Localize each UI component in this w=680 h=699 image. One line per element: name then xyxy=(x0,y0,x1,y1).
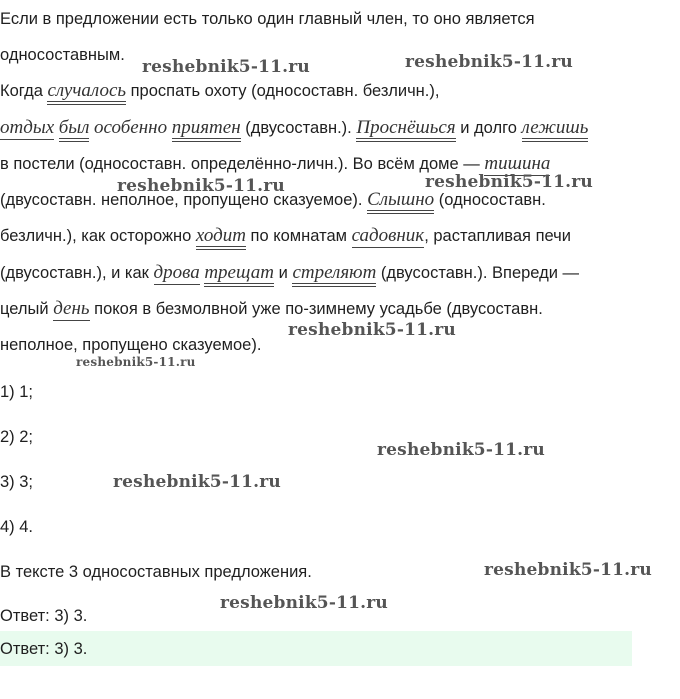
text: в постели (односоставн. определённо-личн.). Во всём доме — xyxy=(0,155,480,173)
predicate-word: был xyxy=(59,117,90,142)
watermark: reshebnik5-11.ru xyxy=(377,440,545,460)
text: , растапливая печи xyxy=(424,227,571,245)
predicate-word: приятен xyxy=(172,117,241,142)
watermark: reshebnik5-11.ru xyxy=(405,52,573,72)
text: Когда xyxy=(0,82,43,100)
conclusion-text: В тексте 3 односоставных предложения. xyxy=(0,563,312,581)
text-line-4 xyxy=(0,117,588,139)
option-3: 3) 3; xyxy=(0,473,34,491)
text-line-7 xyxy=(0,225,571,247)
text: безличн.), как осторожно xyxy=(0,227,192,245)
watermark: reshebnik5-11.ru xyxy=(142,57,310,77)
predicate-word: лежишь xyxy=(522,117,589,142)
predicate-word: случалось xyxy=(47,80,126,105)
watermark: reshebnik5-11.ru xyxy=(117,176,285,196)
answer-highlight-box xyxy=(0,631,632,666)
watermark: reshebnik5-11.ru xyxy=(288,320,456,340)
option-2: 2) 2; xyxy=(0,428,34,446)
watermark: reshebnik5-11.ru xyxy=(113,472,281,492)
text: (двусоставн. неполное, пропущено сказуемое). xyxy=(0,191,363,209)
option-1: 1) 1; xyxy=(0,383,34,401)
text: проспать охоту (односоставн. безличн.), xyxy=(130,82,440,100)
text: и долго xyxy=(460,119,517,137)
watermark: reshebnik5-11.ru xyxy=(425,172,593,192)
text: целый xyxy=(0,300,49,318)
watermark: reshebnik5-11.ru xyxy=(76,355,196,369)
text: и xyxy=(278,264,288,282)
text-line-1: Если в предложении есть только один главный член, то оно является xyxy=(0,10,535,28)
text-line-9 xyxy=(0,298,543,320)
answer-text: Ответ: 3) 3. xyxy=(0,607,88,625)
text-line-8 xyxy=(0,262,579,284)
text: по комнатам xyxy=(250,227,347,245)
text-line-3 xyxy=(0,80,439,102)
text: (односоставн. xyxy=(438,191,546,209)
predicate-word: трещат xyxy=(204,262,274,287)
predicate-word: ходит xyxy=(196,225,246,250)
subject-word: дрова xyxy=(153,262,200,283)
text: (двусоставн.). Впереди — xyxy=(380,264,580,282)
subject-word: день xyxy=(53,298,90,319)
text: (двусоставн.). xyxy=(245,119,352,137)
subject-word: тишина xyxy=(484,153,551,174)
predicate-word: стреляют xyxy=(292,262,376,287)
word: особенно xyxy=(94,117,168,138)
text: покоя в безмолвной уже по-зимнему усадьбе (двусоставн. xyxy=(94,300,543,318)
watermark: reshebnik5-11.ru xyxy=(484,560,652,580)
subject-word: отдых xyxy=(0,117,55,138)
answer-highlighted-text: Ответ: 3) 3. xyxy=(0,640,88,658)
option-4: 4) 4. xyxy=(0,518,34,536)
text-line-2: односоставным. xyxy=(0,46,125,64)
predicate-word: Проснёшься xyxy=(356,117,455,142)
watermark: reshebnik5-11.ru xyxy=(220,593,388,613)
text: (двусоставн.), и как xyxy=(0,264,149,282)
text-line-10: неполное, пропущено сказуемое). xyxy=(0,336,262,354)
predicate-word: Слышно xyxy=(367,189,434,214)
subject-word: садовник xyxy=(351,225,425,246)
